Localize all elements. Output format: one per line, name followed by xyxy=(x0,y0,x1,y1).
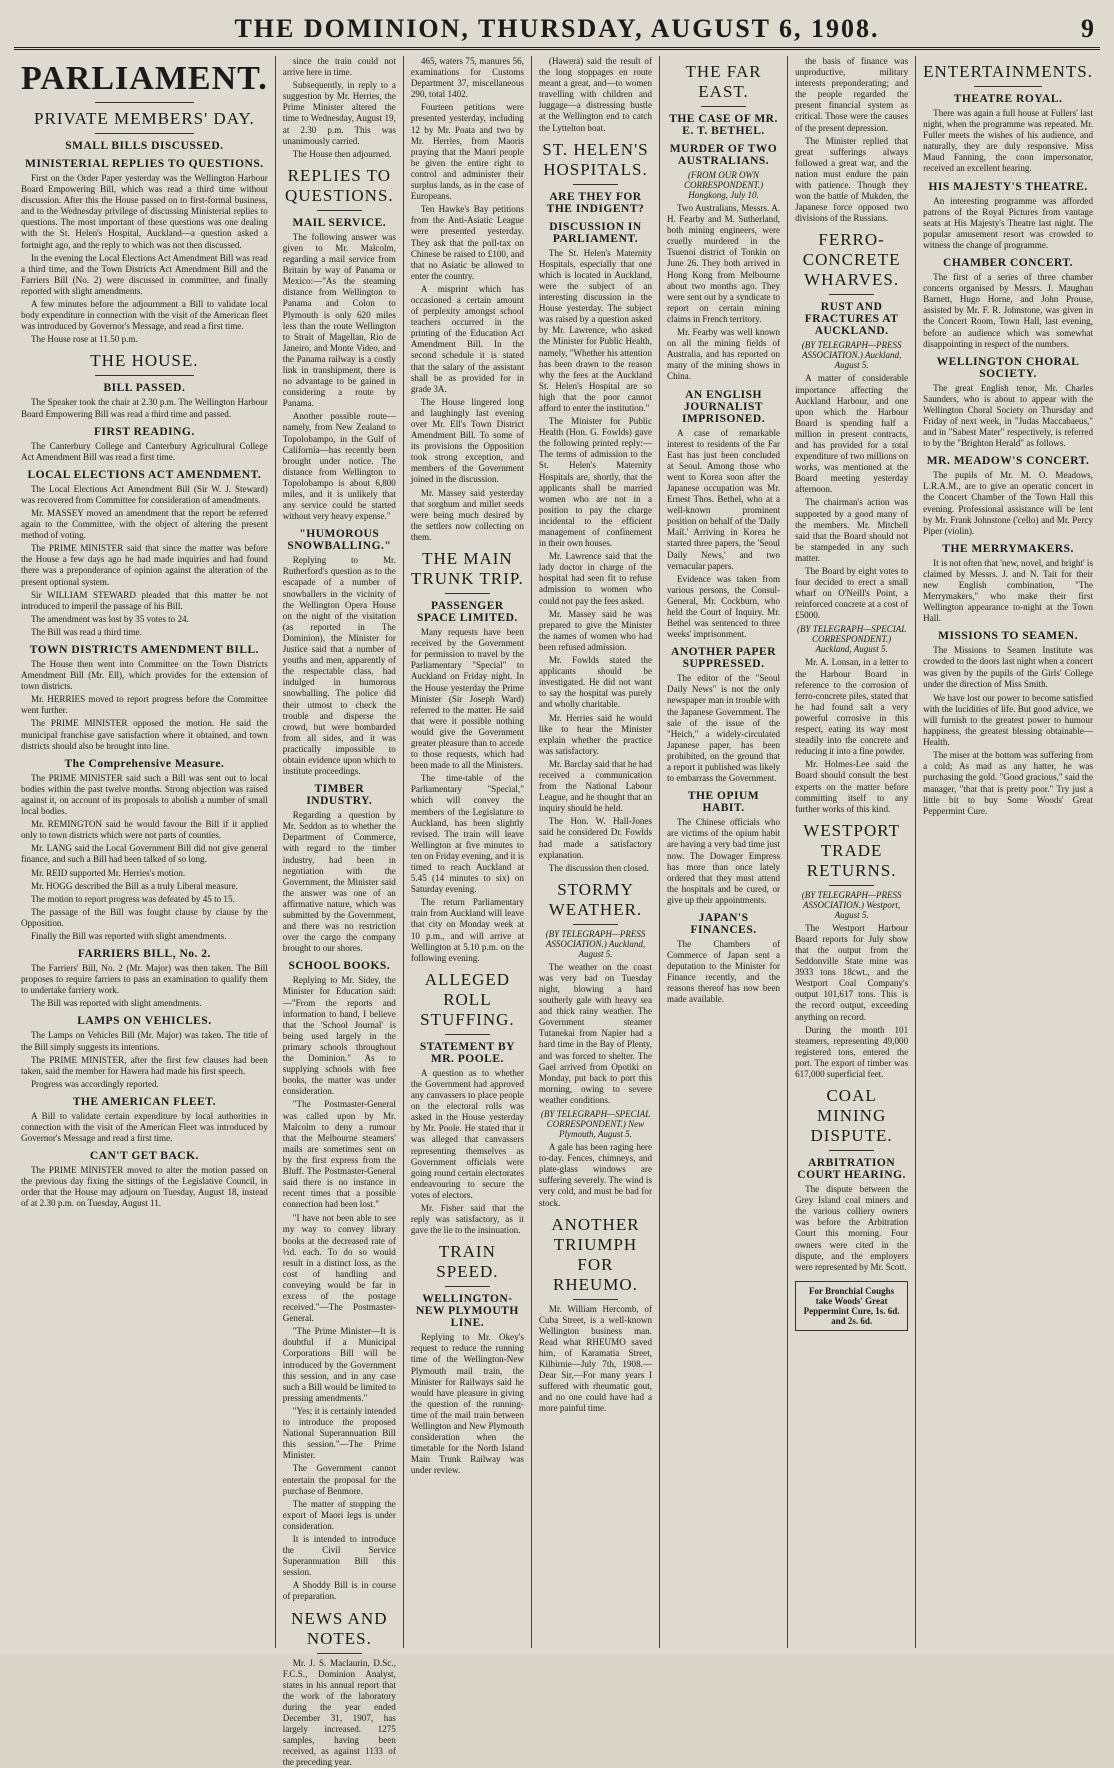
article-body xyxy=(21,1030,268,1089)
headline: MINISTERIAL REPLIES TO QUESTIONS. xyxy=(25,158,264,170)
paragraph: A few minutes before the adjournment a Bill to validate local body expenditure in connection with the visit of the American fleet was introduced by Governor's Message, and read a first time. xyxy=(21,299,268,332)
article-body xyxy=(539,962,652,1106)
article-body xyxy=(923,558,1093,625)
paragraph: Mr. Fowlds stated the applicants should be investigated. He did not want to say the hospital was purely and wholly charitable. xyxy=(538,655,652,710)
headline: SCHOOL BOOKS. xyxy=(288,960,391,973)
paragraph: The PRIME MINISTER said such a Bill was sent out to local bodies within the past twelve months. Strong objection was raised against it, on account of its proposals to abolish a number of small local bodies. xyxy=(21,772,268,817)
column-4 xyxy=(532,56,660,1648)
headline: SMALL BILLS DISCUSSED. xyxy=(65,140,224,152)
divider-rule xyxy=(95,102,194,103)
paragraph: The great English tenor, Mr. Charles Saunders, who is about to appear with the Wellington Choral Society on Thursday and Friday of next week, in "Judas Maccabaeus," and in "Sabest Mater" respectively, is referred to by the "Brighton Herald" as follows. xyxy=(923,382,1093,449)
paragraph: Mr. Fearby was well known on all the mining fields of Australia, and has reported on many of the mining shows in China. xyxy=(667,327,781,382)
headline: TIMBER INDUSTRY. xyxy=(306,783,373,808)
headline: THE MAIN TRUNK TRIP. xyxy=(411,549,524,589)
headline: FARRIERS BILL, No. 2. xyxy=(77,948,211,961)
article-body xyxy=(283,975,396,1210)
headline: CAN'T GET BACK. xyxy=(89,1150,199,1163)
article-body xyxy=(667,673,780,784)
paragraph: The passage of the Bill was fought clause by clause by the Opposition. xyxy=(21,906,268,928)
headline: THEATRE ROYAL. xyxy=(953,93,1063,105)
article-body xyxy=(667,203,780,383)
headline: ARE THEY FOR THE INDIGENT? xyxy=(546,190,645,215)
paragraph: The Chambers of Commerce of Japan sent a deputation to the Minister for Finance recently, and the reasons thereof has now been made available. xyxy=(667,938,781,1005)
article-body xyxy=(21,963,268,1009)
column-1 xyxy=(14,56,276,1648)
article-body xyxy=(411,56,524,543)
headline: RUST AND FRACTURES AT AUCKLAND. xyxy=(804,301,899,338)
paragraph: Mr. LANG said the Local Government Bill did not give general finance, and such a Bill had been talked of so long. xyxy=(21,843,268,865)
paragraph: The Westport Harbour Board reports for July show that the output from the Seddonville State mine was 3933 tons 18cwt., and the Westport Coal Company's output 101,617 tons. This is the record output, exceeding anything on record. xyxy=(795,922,909,1022)
paragraph: Replying to Mr. Okey's request to reduce the running time of the Wellington-New Plymouth mail train, the Minister for Railways said he would have pleasure in giving the question of the running-time of the mail train between Wellington and New Plymouth consideration when the timetable for the North Island Main Trunk Railway was under review. xyxy=(410,1332,524,1476)
paragraph: since the train could not arrive here in time. xyxy=(282,56,396,78)
article-body xyxy=(923,693,1093,817)
headline: JAPAN'S FINANCES. xyxy=(690,911,757,936)
paragraph: The chairman's action was supported by a good many of the members. Mr. Mitchell said that the Board should not be stampeded in any such matter. xyxy=(795,497,909,563)
paragraph: The Board by eight votes to four decided to erect a small wharf on O'Neill's Point, a reinforced concrete at a cost of £5000. xyxy=(795,566,909,621)
headline: THE OPIUM HABIT. xyxy=(687,790,760,815)
paragraph: The PRIME MINISTER opposed the motion. He said the municipal franchise gave satisfaction where it obtained, and town districts should also be brought into line. xyxy=(21,718,268,751)
paragraph: A matter of considerable importance affecting the Auckland Harbour, and one upon which the Harbour Board is spending half a million in present contracts, and has provided for a total expenditure of two millions on works, was mentioned at the Board meeting yesterday afternoon. xyxy=(795,373,909,495)
divider-rule xyxy=(573,1299,618,1300)
paragraph: (Hawera) said the result of the long stoppages en route meant a great, and—to women travelling with children and luggage—a distressing bustle at the Wellington end to catch the Lyttelton boat. xyxy=(538,56,652,133)
paragraph: The following answer was given to Mr. Malcolm, regarding a mail service from Britain by way of Panama or Mexico:—"As the steaming distance from Wellington to Panama and Colon to Plymouth is only 620 miles less than the route Wellington to Strait of Magellan, Rio de Janeiro, and Monte Video, and the Panama railway is a costly link in transhipment, there is no advantage to be gained in considering a route by Panama. xyxy=(282,231,396,409)
paragraph: The Missions to Seamen Institute was crowded to the doors last night when a concert was given by the pupils of the Girls' College under the direction of Miss Smith. xyxy=(923,645,1093,689)
dateline: (BY TELEGRAPH—SPECIAL CORRESPONDENT.) New Plymouth, August 5. xyxy=(540,1109,651,1140)
headline: FERRO-CONCRETE WHARVES. xyxy=(802,230,901,290)
paragraph: Mr. HERRIES moved to report progress before the Committee went further. xyxy=(21,694,268,716)
article-body xyxy=(411,1332,524,1476)
divider-rule xyxy=(701,106,746,107)
paragraph: Mr. Fisher said that the reply was satisfactory, as it gave the lie to the insinuation. xyxy=(410,1202,524,1236)
paragraph: The Bill was reported with slight amendments. xyxy=(31,998,202,1009)
dateline: (BY TELEGRAPH—PRESS ASSOCIATION.) Westport, August 5. xyxy=(801,889,902,920)
headline: STORMY WEATHER. xyxy=(548,879,643,919)
paragraph: Ten Hawke's Bay petitions from the Anti-Asiatic League were presented yesterday. They ask that the poll-tax on Chinese be raised to £100, and that no Asiatic be allowed to enter the country. xyxy=(410,204,524,281)
paragraph: Regarding a question by Mr. Seddon as to whether the Department of Commerce, with regard to the timber industry, had been in negotiation with the Government, the Minister said the answer was one of an affirmative nature, which was submitted by the Government, and there was no restriction over the cargo the company brought to our shores. xyxy=(282,810,396,954)
paragraph: The St. Helen's Maternity Hospitals, especially that one which is located in Auckland, were the subject of an interesting discussion in the House yesterday. The subject was raised by a question asked by Mr. Lawrence, who asked the Minister for Public Health, namely, "Whether his attention has been drawn to the reason why the fees at the Auckland St. Helen's Hospital are so high that the poor cannot afford to enter the institution." xyxy=(538,247,652,413)
dateline: (BY TELEGRAPH—PRESS ASSOCIATION.) Auckland, August 5. xyxy=(545,928,646,959)
paragraph: Mr. Lawrence said that the lady doctor in charge of the hospital had seen fit to refuse admission to women who could not pay the fees asked. xyxy=(538,551,652,606)
article-body xyxy=(21,173,268,345)
article-body xyxy=(795,56,908,224)
headline: THE MERRYMAKERS. xyxy=(942,542,1074,555)
headline: DISCUSSION IN PARLIAMENT. xyxy=(549,220,642,245)
article-body xyxy=(923,383,1093,450)
article-body xyxy=(923,470,1093,537)
paragraph: The pupils of Mr. M. O. Meadows, L.R.A.M., are to give an operatic concert in the Concert Chamber of the Town Hall this evening. Professional assistance will be lent by Mr. Frank Johnstone ('cello) and Mr. Percy Piper (violin). xyxy=(923,470,1093,536)
divider-rule xyxy=(95,375,194,376)
headline: COAL MINING DISPUTE. xyxy=(810,1086,893,1146)
article-body xyxy=(539,1142,652,1209)
paragraph: The Canterbury College and Canterbury Agricultural College Act Amendment Bill was read a first time. xyxy=(21,440,268,462)
paragraph: 465, waters 75, manures 56, examinations for Customs Department 37, miscellaneous 290, total 1402. xyxy=(410,56,524,100)
headline: NEWS AND NOTES. xyxy=(291,1608,388,1648)
article-body xyxy=(795,373,908,621)
headline: WESTPORT TRADE RETURNS. xyxy=(803,820,900,880)
headline: ANOTHER TRIUMPH FOR RHEUMO. xyxy=(551,1214,640,1294)
paragraph: Another possible route—namely, from New Zealand to Topolobampo, in the Gulf of California—has recently been brought under notice. The distance from Wellington to Topolobampo is about 6,800 miles, and it is unlikely that any service could be started without very heavy expense." xyxy=(282,411,396,522)
headline: PRIVATE MEMBERS' DAY. xyxy=(34,109,255,128)
headline: ENTERTAINMENTS. xyxy=(923,62,1093,81)
article-body xyxy=(795,657,908,814)
paragraph: The motion to report progress was defeated by 45 to 15. xyxy=(31,893,235,904)
divider-rule xyxy=(829,1150,874,1151)
headline: AN ENGLISH JOURNALIST IMPRISONED. xyxy=(681,388,766,425)
paragraph: The Local Elections Act Amendment Bill (Sir W. J. Steward) was recovered from Committee for consideration of amendments. xyxy=(21,483,268,505)
headline: THE FAR EAST. xyxy=(685,62,762,101)
column-6 xyxy=(788,56,916,1648)
paragraph: The House rose at 11.50 p.m. xyxy=(31,334,138,345)
article-body xyxy=(411,627,524,964)
article-body xyxy=(539,56,652,134)
paragraph: During the month 101 steamers, representing 49,000 registered tons, entered the port. The export of timber was 617,000 superficial feet. xyxy=(795,1024,909,1079)
paragraph: A case of remarkable interest to residents of the Far East has just been concluded at Seoul. Among those who went to Korea soon after the Japanese occupation was Mr. Ernest Thos. Bethel, who at a well-known prominent position on behalf of the 'Daily Mail.' Arriving in Korea he started three papers, the 'Seoul Daily News,' and two vernacular papers. xyxy=(667,427,781,571)
dateline: (FROM OUR OWN CORRESPONDENT.) Hongkong, July 10. xyxy=(683,170,764,200)
paragraph: "I have not been able to see my way to convey library books at the decreased rate of ½d. each. To do so would result in a distinct loss, as the cost of handling and conveying would be far in excess of the postage received."—The Postmaster-General. xyxy=(282,1213,396,1324)
paragraph: Replying to Mr. Sidey, the Minister for Education said:—"From the reports and information to hand, I believe that the 'School Journal' is being used largely in the primary schools throughout the Dominion." As to supplying schools with free books, the matter was under consideration. xyxy=(282,975,396,1097)
headline: WELLINGTON-NEW PLYMOUTH LINE. xyxy=(415,1293,519,1330)
column-7 xyxy=(916,56,1100,1648)
article-body xyxy=(667,428,780,641)
paragraph: A Shoddy Bill is in course of preparation. xyxy=(282,1580,396,1602)
headline: THE CASE OF MR. E. T. BETHEL. xyxy=(669,113,778,137)
paragraph: Mr. Barclay said that he had received a communication from the National Labour League, and he thought that an inquiry should be held. xyxy=(538,758,652,814)
paragraph: The Bill was read a third time. xyxy=(31,626,142,637)
paragraph: The Minister for Public Health (Hon. G. Fowlds) gave the following printed reply:—The terms of admission to the St. Helen's Maternity Hospitals are, shortly, that the applicants shall be married women who are not in a position to pay the charge incidental to the efficient management of confinement in their own houses. xyxy=(538,416,652,549)
divider-rule xyxy=(95,133,194,134)
article-body xyxy=(21,659,268,752)
headline: "HUMOROUS SNOWBALLING." xyxy=(287,528,392,553)
divider-rule xyxy=(974,86,1042,87)
paragraph: In the evening the Local Elections Act Amendment Bill was read a third time, and the Town Districts Act Amendment Bill and the Farriers Bill (No. 2) were discussed in committee, and finally reported with slight amendments. xyxy=(21,252,268,296)
paragraph: Mr. REMINGTON said he would favour the Bill if it applied only to town districts which were not parts of counties. xyxy=(21,819,268,841)
divider-rule xyxy=(573,924,618,925)
paragraph: The Minister replied that great sufferings always followed a great war, and the nation must endure the pain with patience. Though they won the battle of Mukden, the Japanese force opposed two divisions of the Russians. xyxy=(795,135,909,224)
paragraph: The House then went into Committee on the Town Districts Amendment Bill (Mr. Ell), which provides for the extension of town districts. xyxy=(21,659,268,692)
paragraph: The matter of stopping the export of Maori legs is under consideration. xyxy=(282,1498,396,1531)
paragraph: Mr. MASSEY moved an amendment that the report be referred again to the Committee, with the object of altering the present method of voting. xyxy=(21,507,268,541)
paragraph: Mr. Massey said he was prepared to give the Minister the names of women who had been refused admission. xyxy=(538,608,652,652)
article-body xyxy=(923,108,1093,175)
headline: BILL PASSED. xyxy=(103,382,186,395)
headline: TOWN DISTRICTS AMENDMENT BILL. xyxy=(29,644,260,656)
article-body xyxy=(21,1111,268,1144)
paragraph: The Chinese officials who are victims of the opium habit are having a very bad time just now. The Dowager Empress has more than once lately ordered that they must attend the hospitals and be cured, or give up their appointments. xyxy=(667,817,781,905)
headline: PARLIAMENT. xyxy=(21,60,268,97)
headline: MISSIONS TO SEAMEN. xyxy=(938,630,1078,643)
paragraph: Mr. William Hercomb, of Cuba Street, is a well-known Wellington business man. Read what RHEUMO saved him, of Karamatia Street, Kilbirnie—July 7th, 1908.—Dear Sir,—For many years I suffered with rheumatic gout, and no one could have had a more painful time. xyxy=(538,1303,652,1414)
paragraph: An interesting programme was afforded patrons of the Royal Pictures from vantage seats at His Majesty's Theatre last night. The popular amusement resort was crowded to witness the change of programme. xyxy=(923,195,1093,250)
divider-rule xyxy=(573,184,618,185)
article-body xyxy=(539,248,652,874)
headline: The Comprehensive Measure. xyxy=(64,757,225,770)
paragraph: Mr. HOGG described the Bill as a truly Liberal measure. xyxy=(31,880,238,891)
paragraph: "The Postmaster-General was called upon by Mr. Malcolm to deny a rumour that the Melbourne steamers' mails are sometimes sent on by the first express from the Bluff. The Postmaster-General said there is no instance in recent times that a possible connection had been lost." xyxy=(282,1099,396,1210)
headline: THE HOUSE. xyxy=(90,351,199,371)
article-body xyxy=(795,923,908,1080)
paragraph: Mr. Herries said he would like to hear the Minister explain whether the practice was satisfactory. xyxy=(538,712,652,756)
paragraph: Two Australians, Messrs. A. H. Fearby and M. Sutherland, both mining engineers, were cruelly murdered in the Tsuenoi district of Tonkin on June 26. They both arrived in Hong Kong from Melbourne about two months ago. They were sent out by a syndicate to report on certain mining claims in French territory. xyxy=(667,203,781,324)
column-5 xyxy=(660,56,788,1648)
paragraph: The amendment was lost by 35 votes to 24. xyxy=(31,613,189,624)
paragraph: The editor of the "Seoul Daily News" is not the only newspaper man in trouble with the Japanese Government. The sale of the issue of the "Heich," a widely-circulated Japanese paper, has been prohibited, on the ground that a report it published was likely to embarrass the Government. xyxy=(667,673,781,784)
paragraph: A misprint which has occasioned a certain amount of perplexity amongst school teachers occurred in the printing of the Education Act Amendment Bill. In the second schedule it is stated that the salary of the assistant shall be as provided for in grade 3A. xyxy=(410,283,524,394)
article-body xyxy=(21,441,268,463)
divider-rule xyxy=(829,294,874,295)
paragraph: Mr. Massey said yesterday that sorghum and millet seeds were being much desired by the settlers now collecting on them. xyxy=(410,487,524,542)
paragraph: The time-table of the Parliamentary "Special," which will convey the members of the Legislature to Auckland, has been slightly revised. The train will leave Wellington at five minutes to ten on Friday evening, and it is timed to reach Auckland at 5.45 (14 minutes to six) on Saturday evening. xyxy=(410,773,524,895)
paragraph: We have lost our power to become satisfied with the lucidities of life. But good advice, we will furnish to the greatest power to humour happiness, the greatest blessing obtainable—Health. xyxy=(923,692,1093,748)
article-body xyxy=(923,645,1093,689)
paragraph: A Bill to validate certain expenditure by local authorities in connection with the visit of the American Fleet was introduced by Governor's Message and read a first time. xyxy=(21,1110,268,1144)
paragraph: The Farriers' Bill, No. 2 (Mr. Major) was then taken. The Bill proposes to require farriers to pass an examination to qualify them to undertake farriery work. xyxy=(21,963,268,996)
article-body xyxy=(411,1068,524,1236)
paragraph: Progress was accordingly reported. xyxy=(31,1078,159,1089)
paragraph: The House then adjourned. xyxy=(292,148,392,159)
divider-rule xyxy=(445,593,490,594)
paragraph: The first of a series of three chamber concerts organised by Messrs. J. Maughan Barnett, Hugo Horne, and John Prouse, assisted by Mr. F. R. Johnstone, was given in the Concert Room, Town Hall, last evening, before an audience which was somewhat disappointing in respect of the numbers. xyxy=(923,272,1093,349)
headline: HIS MAJESTY'S THEATRE. xyxy=(928,180,1088,193)
masthead-title: THE DOMINION, THURSDAY, AUGUST 6, 1908. xyxy=(234,14,880,43)
paragraph: First on the Order Paper yesterday was the Wellington Harbour Board Empowering Bill, which was read a third time without discussion. After this the House passed on to first-formal business, and to the Wednesday privilege of discussing Ministerial replies to questions. The most important of these questions was one dealing with the St. Helen's Hospital, Auckland—a question asked a fortnight ago, and the reply to which was not then discussed. xyxy=(21,173,268,250)
columns-container xyxy=(14,56,1100,1768)
paragraph: The discussion then closed. xyxy=(548,862,649,873)
article-body xyxy=(21,1165,268,1209)
paragraph: It is not often that 'new, novel, and bright' is claimed by Messrs. J. and N. Tait for their new English combination, "The Merrymakers," who make their first Wellington appearance to-night at the Town Hall. xyxy=(923,557,1093,624)
headline: ARBITRATION COURT HEARING. xyxy=(797,1157,906,1182)
paragraph: The dispute between the Grey Island coal miners and the various colliery owners was before the Arbitration Court this morning. Four owners were cited in the dispute, and the employers were represented by Mr. Scott. xyxy=(795,1184,909,1272)
paragraph: The Hon. W. Hall-Jones said he considered Dr. Fowlds had made a satisfactory explanation. xyxy=(538,816,652,860)
paragraph: Many requests have been received by the Government for permission to travel by the Parliamentary "Special" to Auckland on Friday night. In the House yesterday the Prime Minister (Sir Joseph Ward) referred to the matter. He said that were it possible nothing would give the Government greater pleasure than to accede to those requests, which had been made to all the Ministers. xyxy=(410,627,524,771)
paragraph: Subsequently, in reply to a suggestion by Mr. Herries, the Prime Minister altered the time to Wednesday, August 19, at 2.30 p.m. This was unanimously carried. xyxy=(282,80,396,146)
divider-rule xyxy=(445,1034,490,1035)
paragraph: Replying to Mr. Rutherford's question as to the escapade of a number of snowballers in the vicinity of the Wellington Opera House on the night of the visitation (as reported in The Dominion), the Minister for Justice said that a number of youths and men, apparently of the respectable class, had indulged in humorous snowballing. The police did their utmost to check the trouble and disperse the crowd, but were bombarded from all sides, and it was practically impossible to obtain evidence upon which to institute proceedings. xyxy=(282,555,396,777)
paragraph: Mr. REID supported Mr. Herries's motion. xyxy=(31,867,186,878)
paragraph: Mr. J. S. Maclaurin, D.Sc., F.C.S., Dominion Analyst, states in his annual report that the work of the laboratory during the year ended December 31, 1907, has largely increased. 1275 samples, having been received, as against 1133 of the preceding year. xyxy=(282,1657,396,1768)
headline: MAIL SERVICE. xyxy=(292,216,387,229)
paragraph: Evidence was taken from various persons, the Consul-General, Mr. Cockburn, who held the Court of Inquiry. Mr. Bethel was sentenced to three weeks' imprisonment. xyxy=(667,573,781,640)
article-body xyxy=(283,1658,396,1768)
divider-rule xyxy=(829,885,874,886)
article-body xyxy=(21,397,268,419)
column-2 xyxy=(276,56,404,1768)
paragraph: The Government cannot entertain the proposal for the purchase of Benmore. xyxy=(282,1463,396,1496)
paragraph: Fourteen petitions were presented yesterday, including 12 by Mr. Poata and two by Mr. Herries, from Maoris praying that the Maori people be given the entire right to control and administer their surplus lands, as in the case of Europeans. xyxy=(410,102,524,202)
divider-rule xyxy=(317,210,362,211)
article-body xyxy=(539,1304,652,1415)
column-3 xyxy=(404,56,532,1648)
article-body xyxy=(923,272,1093,350)
headline: LOCAL ELECTIONS ACT AMENDMENT. xyxy=(27,468,262,481)
article-body xyxy=(795,1184,908,1273)
article-body xyxy=(21,484,268,638)
paragraph: The PRIME MINISTER, after the first few clauses had been taken, said the member for Hawera had made his first speech. xyxy=(21,1054,268,1076)
headline: REPLIES TO QUESTIONS. xyxy=(284,165,394,205)
headline: WELLINGTON CHORAL SOCIETY. xyxy=(936,355,1080,380)
headline: THE AMERICAN FLEET. xyxy=(72,1095,216,1108)
headline: ANOTHER PAPER SUPPRESSED. xyxy=(671,646,777,671)
paragraph: the basis of finance was unproductive, military interests preponderating; and the people regarded the present financial system as critical. Those were the causes of the present depression. xyxy=(795,56,909,133)
paragraph: The PRIME MINISTER moved to alter the motion passed on the previous day fixing the sittings of the Legislative Council, in order that the House may adjourn on Tuesday, August 18, instead of at 2.30 p.m. on Tuesday, August 11. xyxy=(21,1165,268,1209)
headline: FIRST READING. xyxy=(94,425,195,438)
paragraph: Mr. Holmes-Lee said the Board should consult the best experts on the matter before committing itself to any further works of this kind. xyxy=(795,759,909,814)
article-body xyxy=(667,939,780,1006)
advertisement: For Bronchial Coughs take Woods' Great Peppermint Cure, 1s. 6d. and 2s. 6d. xyxy=(795,1281,908,1331)
article-body xyxy=(283,1213,396,1602)
paragraph: The Lamps on Vehicles Bill (Mr. Major) was taken. The title of the Bill simply suggests its intentions. xyxy=(21,1030,268,1052)
paragraph: A question as to whether the Government had approved any canvassers to place people on the electoral rolls was asked in the House yesterday by Mr. Poole. He stated that it was alleged that canvassers representing themselves as Government officials were going round certain electorates endeavouring to secure the votes of electors. xyxy=(410,1067,524,1200)
paragraph: The PRIME MINISTER said that since the matter was before the House a few days ago he had made inquiries and had found there was a preponderance of opinion against the alteration of the present optional system. xyxy=(21,543,268,587)
article-body xyxy=(923,196,1093,251)
headline: TRAIN SPEED. xyxy=(436,1242,499,1282)
headline: ALLEGED ROLL STUFFING. xyxy=(420,969,515,1029)
masthead xyxy=(14,10,1100,50)
headline: STATEMENT BY MR. POOLE. xyxy=(419,1040,515,1065)
paragraph: There was again a full house at Fullers' last night, when the programme was repeated. Mr. Fuller meets the wishes of his audience, and naturally, they are duly responsive. Miss Maud Fanning, the coon impersonator, received an excellent hearing. xyxy=(923,108,1093,174)
headline: MR. MEADOW'S CONCERT. xyxy=(926,455,1090,468)
paragraph: "Yes; it is certainly intended to introduce the proposed National Superannuation Bill this session."—The Prime Minister. xyxy=(282,1405,396,1461)
divider-rule xyxy=(317,1653,362,1654)
article-body xyxy=(283,232,396,522)
paragraph: The miser at the bottom was suffering from a cold; As mad as any hatter, he was purchasing the gold. "Good gracious," said the manager, "that that is pretty poor." Try just a little bit to buy Some Woods' Great Peppermint Cure. xyxy=(923,750,1093,816)
page-number: 9 xyxy=(1081,14,1094,43)
paragraph: Sir WILLIAM STEWARD pleaded that this matter be not introduced to imperil the passage of his Bill. xyxy=(21,589,268,611)
paragraph: The return Parliamentary train from Auckland will leave that city on Monday week at 10 p.m., and will arrive at Wellington at 5.10 p.m. on the following evening. xyxy=(410,897,524,963)
paragraph: The House lingered long and laughingly last evening over Mr. Ell's Town District Amendment Bill. To some of its provisions the Opposition took strong exception, and members of the Government joined in the discussion. xyxy=(410,396,524,485)
paragraph: The weather on the coast was very bad on Tuesday night, blowing a hard southerly gale with heavy sea and thick rainy weather. The Government steamer Tutanekai from Napier had a hard time in the Bay of Plenty, and was forced to shelter. The Gael arrived from Opotiki on Monday, put back to port this morning, owing to severe weather conditions. xyxy=(538,961,652,1105)
article-body xyxy=(283,555,396,777)
headline: PASSENGER SPACE LIMITED. xyxy=(417,600,518,625)
dateline: (BY TELEGRAPH—PRESS ASSOCIATION.) Auckland, August 5. xyxy=(801,340,902,371)
article-body xyxy=(283,810,396,954)
paragraph: Finally the Bill was reported with slight amendments. xyxy=(31,930,227,941)
paragraph: Mr. A. Lonsan, in a letter to the Harbour Board in reference to the corrosion of ferro-concrete piles, stated that he had found salt a very powerful corrosive in this respect, eating its way most steadily into the concrete and reducing it into a fine powder. xyxy=(795,657,909,757)
paragraph: The Speaker took the chair at 2.30 p.m. The Wellington Harbour Board Empowering Bill was read a third time and passed. xyxy=(21,397,268,419)
divider-rule xyxy=(445,1286,490,1287)
headline: ST. HELEN'S HOSPITALS. xyxy=(542,139,649,179)
article-body xyxy=(283,56,396,160)
article-body xyxy=(21,773,268,942)
dateline: (BY TELEGRAPH—SPECIAL CORRESPONDENT.) Auckland, August 5. xyxy=(796,624,907,655)
article-body xyxy=(667,817,780,906)
headline: MURDER OF TWO AUSTRALIANS. xyxy=(669,143,778,167)
headline: CHAMBER CONCERT. xyxy=(943,257,1074,270)
headline: LAMPS ON VEHICLES. xyxy=(77,1015,212,1028)
paragraph: A gale has been raging here to-day. Fences, chimneys, and plate-glass windows are suffering severely. The wind is very cold, and must be bad for stock. xyxy=(538,1142,652,1208)
paragraph: It is intended to introduce the Civil Service Superannuation Bill this session. xyxy=(282,1533,396,1578)
paragraph: "The Prime Minister—It is doubtful if a Municipal Corporations Bill will be introduced by the Government this session, and in any case such a Bill would be limited to pressing amendments." xyxy=(282,1326,396,1403)
